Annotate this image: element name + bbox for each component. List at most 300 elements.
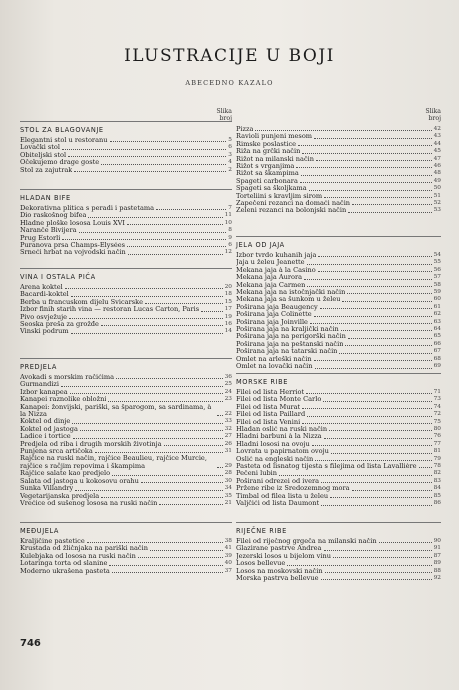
leader-dots bbox=[127, 246, 226, 247]
index-entry bbox=[236, 193, 441, 200]
leader-dots bbox=[87, 542, 223, 543]
leader-dots bbox=[279, 475, 432, 476]
leader-dots bbox=[306, 393, 431, 394]
entry-name: Dekorativna plitica s peradi i pastetama bbox=[20, 205, 155, 212]
entry-name: Naranče Bivijera bbox=[20, 227, 77, 235]
entry-figure-number: 47 bbox=[433, 155, 441, 162]
entry-figure-number: 28 bbox=[224, 470, 232, 477]
entry-name: Puranova prsa Champs-Elysées bbox=[20, 242, 126, 250]
leader-dots bbox=[217, 415, 223, 416]
index-entry bbox=[20, 478, 232, 485]
leader-dots bbox=[164, 445, 223, 446]
entry-figure-number: 81 bbox=[433, 448, 441, 455]
section-divider bbox=[236, 236, 441, 237]
leader-dots bbox=[331, 453, 432, 454]
entry-figure-number: 9 bbox=[228, 234, 232, 241]
entry-figure-number: 86 bbox=[433, 500, 441, 507]
entry-figure-number: 76 bbox=[433, 433, 441, 440]
entry-figure-number: 80 bbox=[433, 426, 441, 433]
entry-name: Hladni barbuni à la Nizza bbox=[236, 433, 322, 441]
section-title: MEĐUJELA bbox=[20, 527, 60, 535]
entry-name: Pizza bbox=[236, 126, 254, 133]
entry-name: Filei od lista Paillard bbox=[236, 411, 306, 419]
leader-dots bbox=[287, 565, 431, 566]
page-title: ILUSTRACIJE U BOJI bbox=[124, 46, 335, 66]
entry-name: Seoska preša za grožđe bbox=[20, 321, 99, 329]
entry-figure-number: 87 bbox=[433, 552, 441, 559]
entry-figure-number: 67 bbox=[433, 348, 441, 355]
entry-figure-number: 24 bbox=[224, 388, 232, 395]
entry-name: Mekana jaja na istočnjački način bbox=[236, 289, 346, 297]
index-entry bbox=[236, 274, 441, 281]
entry-figure-number: 53 bbox=[433, 207, 441, 214]
entry-name: Očekujemo drage goste bbox=[20, 159, 100, 167]
entry-name: Poširana jaja na tatarski način bbox=[236, 348, 338, 356]
index-entry bbox=[20, 205, 232, 212]
entry-figure-number: 71 bbox=[433, 389, 441, 395]
leader-dots bbox=[61, 386, 223, 387]
leader-dots bbox=[300, 182, 432, 183]
leader-dots bbox=[315, 368, 432, 369]
entry-figure-number: 22 bbox=[224, 411, 232, 418]
leader-dots bbox=[255, 130, 431, 131]
leader-dots bbox=[217, 467, 223, 468]
entry-figure-number: 27 bbox=[224, 433, 232, 440]
entry-name: Arena koktel bbox=[20, 284, 63, 291]
entry-figure-number: 16 bbox=[224, 321, 232, 328]
index-entry bbox=[236, 319, 441, 326]
entry-figure-number: 56 bbox=[433, 266, 441, 273]
leader-dots bbox=[109, 565, 222, 566]
entry-figure-number: 65 bbox=[433, 333, 441, 340]
leader-dots bbox=[156, 209, 226, 210]
entry-name: Koktel od jastoga bbox=[20, 425, 78, 433]
index-entry bbox=[236, 326, 441, 333]
entry-figure-number: 35 bbox=[224, 492, 232, 499]
index-entry bbox=[236, 493, 441, 500]
entry-name: Ravioli punjeni mesom bbox=[236, 133, 313, 141]
index-entry bbox=[20, 220, 232, 227]
leader-dots bbox=[127, 224, 223, 225]
entry-name: Punjena srca artičoka bbox=[20, 448, 93, 456]
index-entry bbox=[236, 404, 441, 411]
index-entry bbox=[236, 500, 441, 507]
leader-dots bbox=[339, 353, 431, 354]
entry-name: Omlet na lovački način bbox=[236, 363, 313, 371]
leader-dots bbox=[145, 303, 223, 304]
left-column bbox=[20, 108, 232, 575]
entry-name: Mekana jaja Carmen bbox=[236, 281, 306, 289]
index-entry bbox=[236, 553, 441, 560]
index-section bbox=[20, 126, 232, 174]
index-entry bbox=[20, 152, 232, 159]
section-divider bbox=[236, 522, 441, 523]
entry-name: Hladni lososi na ovoju bbox=[236, 440, 310, 448]
index-entry bbox=[236, 575, 441, 582]
entry-name: Rižot sa škampima bbox=[236, 170, 299, 178]
index-entry bbox=[20, 381, 232, 388]
index-entry bbox=[20, 212, 232, 219]
entry-name: Poširana jaja na peštanski način bbox=[236, 340, 344, 348]
entry-figure-number: 72 bbox=[433, 411, 441, 418]
index-entry bbox=[20, 227, 232, 234]
entry-figure-number: 39 bbox=[224, 552, 232, 559]
entry-name: Kanapei: žonvijski, pariški, sa šparogom, sa sardinama, à la Nizza bbox=[20, 403, 212, 419]
entry-figure-number: 75 bbox=[433, 418, 441, 425]
index-section bbox=[236, 126, 441, 215]
leader-dots bbox=[330, 497, 432, 498]
entry-name: Spageti carbonara bbox=[236, 177, 298, 185]
entry-name: Zeleni rezanci na bolonjski način bbox=[236, 207, 347, 215]
leader-dots bbox=[75, 490, 222, 491]
index-entry bbox=[20, 396, 232, 403]
entry-name: Pasteta od lisnatog tijesta s filejima od lista Lavallière bbox=[236, 463, 417, 471]
entry-name: Lovrata u papirnatom ovoju bbox=[236, 448, 329, 456]
section-divider bbox=[20, 358, 232, 359]
page-number: 746 bbox=[20, 638, 41, 649]
index-entry bbox=[236, 485, 441, 492]
entry-name: Poširana jaja Colinette bbox=[236, 311, 312, 319]
leader-dots bbox=[62, 149, 226, 150]
leader-dots bbox=[101, 325, 223, 326]
leader-dots bbox=[312, 445, 432, 446]
index-section bbox=[236, 378, 441, 508]
index-entry bbox=[20, 545, 232, 552]
entry-figure-number: 49 bbox=[433, 177, 441, 184]
leader-dots bbox=[324, 550, 432, 551]
leader-dots bbox=[159, 504, 222, 505]
index-entry bbox=[236, 311, 441, 318]
leader-dots bbox=[80, 430, 223, 431]
leader-dots bbox=[95, 452, 223, 453]
leader-dots bbox=[342, 301, 431, 302]
leader-dots bbox=[419, 467, 432, 468]
entry-name: Valjčići od lista Daumont bbox=[236, 500, 320, 508]
entry-name: Mekana jaja à la Casino bbox=[236, 266, 316, 274]
index-entry bbox=[20, 500, 232, 507]
leader-dots bbox=[352, 490, 432, 491]
leader-dots bbox=[302, 423, 431, 424]
leader-dots bbox=[108, 401, 222, 402]
index-entry bbox=[236, 441, 441, 448]
entry-name: Gurmandizi bbox=[20, 381, 60, 389]
entry-figure-number: 29 bbox=[224, 462, 232, 469]
index-entry bbox=[20, 291, 232, 298]
entry-name: Pržene ribe iz Sredozemnog mora bbox=[236, 485, 350, 493]
index-entry bbox=[236, 267, 441, 274]
entry-figure-number: 64 bbox=[433, 326, 441, 333]
entry-figure-number: 58 bbox=[433, 281, 441, 288]
index-entry bbox=[20, 242, 232, 249]
index-section bbox=[20, 363, 232, 507]
section-divider bbox=[20, 189, 232, 190]
entry-figure-number: 19 bbox=[224, 313, 232, 320]
entry-figure-number: 60 bbox=[433, 296, 441, 303]
leader-dots bbox=[73, 438, 223, 439]
index-section bbox=[20, 194, 232, 257]
entry-figure-number: 83 bbox=[433, 477, 441, 484]
entry-figure-number: 50 bbox=[433, 185, 441, 192]
index-entry bbox=[236, 389, 441, 396]
index-entry bbox=[20, 485, 232, 492]
entry-name: Rimske poslastice bbox=[236, 140, 297, 148]
index-entry bbox=[20, 374, 232, 381]
entry-name: Poširana jaja na kraljički način bbox=[236, 326, 339, 334]
index-entry bbox=[236, 163, 441, 170]
entry-name: Srneći hrbat na vojvodski način bbox=[20, 249, 126, 257]
index-entry bbox=[236, 200, 441, 207]
entry-figure-number: 42 bbox=[433, 126, 441, 132]
entry-name: Rajčice salate kao predjelo bbox=[20, 470, 111, 478]
entry-figure-number: 36 bbox=[224, 374, 232, 380]
index-section bbox=[236, 241, 441, 371]
entry-figure-number: 4 bbox=[228, 159, 232, 166]
index-entry bbox=[20, 249, 232, 256]
entry-figure-number: 91 bbox=[433, 545, 441, 552]
entry-figure-number: 17 bbox=[224, 306, 232, 313]
index-entry bbox=[236, 296, 441, 303]
index-entry bbox=[236, 133, 441, 140]
entry-name: Filei od riječnog grgeča na milanski način bbox=[236, 538, 377, 545]
entry-name: Stol za zajutrak bbox=[20, 166, 73, 174]
index-entry bbox=[236, 282, 441, 289]
entry-name: Spageti sa školjkama bbox=[236, 185, 307, 193]
leader-dots bbox=[101, 497, 222, 498]
column-header: Slika broj bbox=[425, 108, 441, 122]
index-entry bbox=[236, 207, 441, 214]
entry-name: Vrećice od sušenog lososa na ruski način bbox=[20, 499, 158, 507]
entry-name: Rižot na milanski način bbox=[236, 155, 314, 163]
leader-dots bbox=[62, 239, 226, 240]
index-entry bbox=[236, 363, 441, 370]
leader-dots bbox=[69, 318, 223, 319]
index-entry bbox=[236, 185, 441, 192]
leader-dots bbox=[347, 293, 431, 294]
entry-figure-number: 84 bbox=[433, 485, 441, 492]
entry-figure-number: 90 bbox=[433, 538, 441, 544]
entry-figure-number: 45 bbox=[433, 148, 441, 155]
entry-name: Ladice i tortice bbox=[20, 433, 71, 441]
section-title: STOL ZA BLAGOVANJE bbox=[20, 126, 104, 134]
entry-name: Bacardi-koktel bbox=[20, 291, 69, 299]
index-entry bbox=[236, 433, 441, 440]
leader-dots bbox=[296, 167, 431, 168]
index-entry bbox=[236, 478, 441, 485]
index-entry bbox=[236, 538, 441, 545]
leader-dots bbox=[79, 232, 227, 233]
index-entry bbox=[20, 284, 232, 291]
leader-dots bbox=[298, 145, 432, 146]
section-divider bbox=[236, 373, 441, 374]
leader-dots bbox=[307, 264, 432, 265]
entry-name: Mekana jaja sa šunkom u želeu bbox=[236, 296, 341, 304]
leader-dots bbox=[301, 175, 432, 176]
index-entry bbox=[236, 448, 441, 455]
entry-figure-number: 77 bbox=[433, 440, 441, 447]
leader-dots bbox=[138, 557, 223, 558]
entry-name: Timbal od filea lista u želeu bbox=[236, 492, 329, 500]
entry-name: Filei od lista Herriot bbox=[236, 389, 305, 396]
index-entry bbox=[236, 419, 441, 426]
index-entry bbox=[20, 441, 232, 448]
entry-figure-number: 25 bbox=[224, 381, 232, 388]
section-title: VINA I OSTALA PIĆA bbox=[20, 273, 96, 281]
index-entry bbox=[236, 170, 441, 177]
entry-name: Hladne ploške lososa Louis XVI bbox=[20, 219, 126, 227]
entry-name: Kanapei raznolike obložni bbox=[20, 396, 107, 404]
index-entry bbox=[20, 167, 232, 174]
index-entry bbox=[20, 314, 232, 321]
entry-name: Berba u francuskom dijelu Švicarske bbox=[20, 298, 144, 306]
entry-figure-number: 51 bbox=[433, 192, 441, 199]
entry-name: Losos na moskovski način bbox=[236, 567, 323, 575]
leader-dots bbox=[316, 160, 432, 161]
entry-figure-number: 3 bbox=[228, 151, 232, 158]
section-divider bbox=[20, 522, 232, 523]
section-title: HLADAN BIFE bbox=[20, 194, 71, 202]
entry-figure-number: 89 bbox=[433, 560, 441, 567]
index-entry bbox=[20, 144, 232, 151]
entry-name: Omlet na arleški način bbox=[236, 355, 312, 363]
entry-figure-number: 57 bbox=[433, 274, 441, 281]
entry-figure-number: 73 bbox=[433, 396, 441, 403]
index-entry bbox=[20, 568, 232, 575]
entry-name: Poširana jaja na perigorški način bbox=[236, 333, 346, 341]
entry-name: Poširana jaja Beaugency bbox=[236, 303, 318, 311]
leader-dots bbox=[307, 286, 431, 287]
index-entry bbox=[236, 178, 441, 185]
index-entry bbox=[236, 289, 441, 296]
index-entry bbox=[236, 141, 441, 148]
index-entry bbox=[236, 545, 441, 552]
leader-dots bbox=[321, 482, 432, 483]
entry-figure-number: 46 bbox=[433, 163, 441, 170]
leader-dots bbox=[304, 279, 431, 280]
entry-name: Riža na grčki način bbox=[236, 148, 301, 156]
index-entry bbox=[20, 560, 232, 567]
leader-dots bbox=[70, 393, 223, 394]
entry-figure-number: 6 bbox=[228, 242, 232, 249]
leader-dots bbox=[65, 288, 223, 289]
index-entry bbox=[20, 426, 232, 433]
leader-dots bbox=[309, 190, 432, 191]
entry-figure-number: 5 bbox=[228, 137, 232, 143]
leader-dots bbox=[345, 345, 431, 346]
entry-figure-number: 43 bbox=[433, 133, 441, 140]
entry-figure-number: 10 bbox=[224, 219, 232, 226]
entry-name: Kulebjaka od lososa na ruski način bbox=[20, 552, 136, 560]
entry-figure-number: 30 bbox=[224, 477, 232, 484]
index-entry bbox=[20, 299, 232, 306]
index-entry bbox=[236, 333, 441, 340]
entry-name: Filei od lista Monte Carlo bbox=[236, 396, 322, 404]
leader-dots bbox=[314, 316, 432, 317]
leader-dots bbox=[141, 482, 223, 483]
entry-figure-number: 85 bbox=[433, 492, 441, 499]
index-entry bbox=[20, 306, 232, 313]
leader-dots bbox=[310, 323, 432, 324]
entry-name: Predjela od riba i drugih morskih životinja bbox=[20, 440, 162, 448]
entry-figure-number: 79 bbox=[433, 455, 441, 462]
index-section bbox=[20, 273, 232, 336]
entry-figure-number: 23 bbox=[224, 396, 232, 403]
index-entry bbox=[20, 137, 232, 144]
entry-name: Prug Estorli bbox=[20, 234, 61, 242]
leader-dots bbox=[324, 438, 432, 439]
leader-dots bbox=[321, 579, 432, 580]
index-entry bbox=[236, 156, 441, 163]
entry-figure-number: 68 bbox=[433, 355, 441, 362]
index-entry bbox=[236, 456, 441, 463]
leader-dots bbox=[307, 416, 431, 417]
leader-dots bbox=[321, 505, 432, 506]
entry-figure-number: 52 bbox=[433, 200, 441, 207]
entry-figure-number: 34 bbox=[224, 485, 232, 492]
entry-figure-number: 11 bbox=[224, 212, 232, 219]
leader-dots bbox=[352, 204, 432, 205]
leader-dots bbox=[315, 460, 431, 461]
entry-figure-number: 40 bbox=[224, 560, 232, 567]
leader-dots bbox=[379, 542, 432, 543]
entry-name: Mekana jaja Aurora bbox=[236, 274, 303, 282]
index-entry bbox=[236, 348, 441, 355]
leader-dots bbox=[318, 256, 431, 257]
entry-name: Pečeni lubin bbox=[236, 470, 278, 478]
page-subtitle: ABECEDNO KAZALO bbox=[185, 79, 274, 87]
entry-name: Pivo osvježuje bbox=[20, 313, 68, 321]
index-entry bbox=[20, 455, 232, 470]
section-title: RIJEČNE RIBE bbox=[236, 527, 287, 535]
entry-name: Filei od lista Venini bbox=[236, 418, 301, 426]
index-entry bbox=[20, 433, 232, 440]
index-entry bbox=[236, 396, 441, 403]
leader-dots bbox=[71, 333, 223, 334]
entry-figure-number: 12 bbox=[224, 249, 232, 256]
index-entry bbox=[236, 568, 441, 575]
entry-name: Salata od jastoga u kokosovu orahu bbox=[20, 477, 139, 485]
entry-figure-number: 92 bbox=[433, 575, 441, 582]
entry-name: Jaja u želeu Jeanette bbox=[236, 259, 305, 267]
entry-figure-number: 33 bbox=[224, 418, 232, 425]
section-title: PREDJELA bbox=[20, 363, 58, 371]
leader-dots bbox=[325, 572, 432, 573]
entry-figure-number: 31 bbox=[224, 448, 232, 455]
leader-dots bbox=[329, 430, 431, 431]
index-entry bbox=[20, 553, 232, 560]
entry-figure-number: 66 bbox=[433, 340, 441, 347]
entry-name: Dio raskošnog bifea bbox=[20, 212, 87, 220]
leader-dots bbox=[318, 271, 432, 272]
index-entry bbox=[236, 356, 441, 363]
leader-dots bbox=[110, 141, 227, 142]
entry-figure-number: 82 bbox=[433, 470, 441, 477]
leader-dots bbox=[314, 360, 432, 361]
leader-dots bbox=[112, 475, 223, 476]
entry-name: Koktel od dinje bbox=[20, 418, 71, 426]
entry-figure-number: 48 bbox=[433, 170, 441, 177]
leader-dots bbox=[74, 171, 226, 172]
leader-dots bbox=[128, 254, 223, 255]
entry-figure-number: 61 bbox=[433, 303, 441, 310]
entry-name: Lotaringa torta od slanine bbox=[20, 560, 108, 568]
leader-dots bbox=[341, 330, 432, 331]
entry-figure-number: 55 bbox=[433, 259, 441, 266]
leader-dots bbox=[72, 423, 222, 424]
index-entry bbox=[20, 235, 232, 242]
entry-figure-number: 26 bbox=[224, 440, 232, 447]
entry-name: Moderno ukrašena pasteta bbox=[20, 567, 110, 575]
leader-dots bbox=[201, 311, 223, 312]
